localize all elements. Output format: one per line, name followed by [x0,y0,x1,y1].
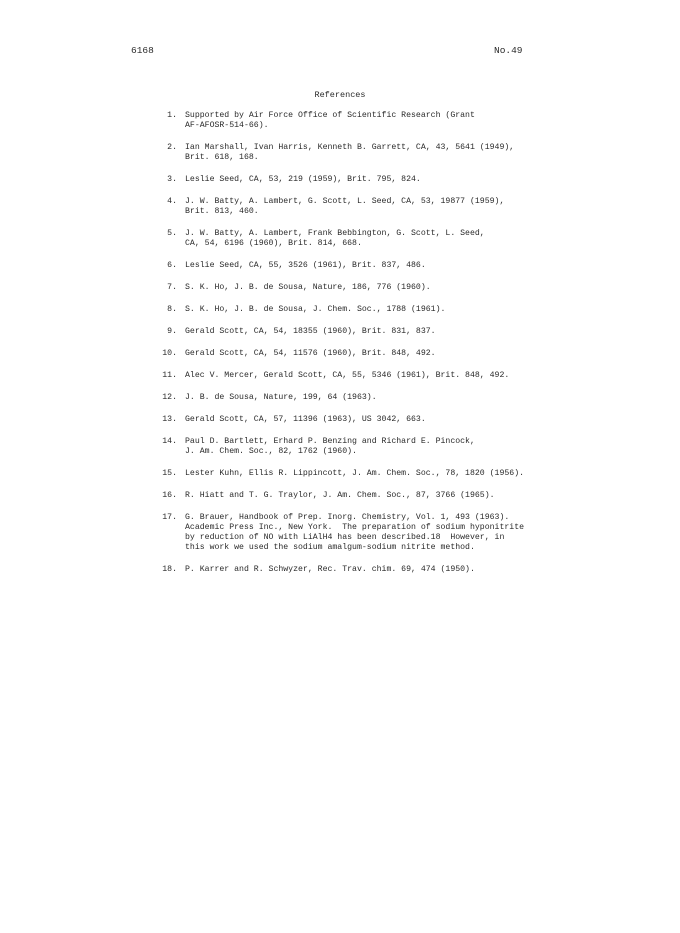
reference-line: Brit. 813, 460. [185,207,259,216]
reference-text [185,175,565,185]
reference-number: 3. [167,175,177,184]
reference-number: 12. [162,393,177,402]
reference-list [145,111,565,587]
reference-item [145,305,565,315]
reference-item [145,111,565,131]
reference-text [185,437,565,457]
reference-number: 15. [162,469,177,478]
reference-text [185,415,565,425]
reference-item [145,197,565,217]
reference-item [145,415,565,425]
reference-item [145,229,565,249]
reference-number: 8. [167,305,177,314]
reference-text [185,197,565,217]
reference-line: Gerald Scott, CA, 57, 11396 (1963), US 3042, 663. [185,415,426,424]
reference-number: 18. [162,565,177,574]
reference-line: S. K. Ho, J. B. de Sousa, J. Chem. Soc., 1788 (1961). [185,305,446,314]
reference-number: 11. [162,371,177,380]
reference-line: this work we used the sodium amalgum-sodium nitrite method. [185,543,475,552]
reference-number: 7. [167,283,177,292]
reference-text [185,143,565,163]
reference-item [145,327,565,337]
reference-number: 4. [167,197,177,206]
reference-line: Gerald Scott, CA, 54, 18355 (1960), Brit. 831, 837. [185,327,436,336]
reference-line: Lester Kuhn, Ellis R. Lippincott, J. Am. Chem. Soc., 78, 1820 (1956). [185,469,525,478]
reference-text [185,513,565,553]
reference-line: Ian Marshall, Ivan Harris, Kenneth B. Garrett, CA, 43, 5641 (1949), [185,143,515,152]
reference-line: G. Brauer, Handbook of Prep. Inorg. Chemistry, Vol. 1, 493 (1963). [185,513,510,522]
reference-item [145,261,565,271]
reference-number: 1. [167,111,177,120]
reference-number: 14. [162,437,177,446]
reference-item [145,175,565,185]
reference-number: 2. [167,143,177,152]
reference-number: 17. [162,513,177,522]
reference-item [145,513,565,553]
reference-number: 5. [167,229,177,238]
reference-item [145,437,565,457]
reference-text [185,349,565,359]
reference-line: Supported by Air Force Office of Scientific Research (Grant [185,111,475,120]
reference-item [145,283,565,293]
reference-item [145,371,565,381]
reference-text [185,491,565,501]
reference-line: CA, 54, 6196 (1960), Brit. 814, 668. [185,239,362,248]
reference-text [185,111,565,131]
references-title: References [314,90,366,100]
reference-text [185,565,565,575]
reference-line: P. Karrer and R. Schwyzer, Rec. Trav. chim. 69, 474 (1950). [185,565,475,574]
reference-text [185,283,565,293]
page-number: 6168 [131,45,154,56]
reference-number: 16. [162,491,177,500]
reference-text [185,327,565,337]
reference-line: R. Hiatt and T. G. Traylor, J. Am. Chem. Soc., 87, 3766 (1965). [185,491,495,500]
reference-text [185,371,565,381]
reference-text [185,305,565,315]
reference-text [185,229,565,249]
reference-number: 6. [167,261,177,270]
reference-number: 10. [162,349,177,358]
reference-item [145,349,565,359]
reference-line: AF-AFOSR-514-66). [185,121,269,130]
reference-item [145,143,565,163]
reference-line: Brit. 618, 168. [185,153,259,162]
reference-line: J. B. de Sousa, Nature, 199, 64 (1963). [185,393,377,402]
reference-item [145,491,565,501]
reference-text [185,469,565,479]
reference-text [185,261,565,271]
reference-item [145,393,565,403]
reference-number: 13. [162,415,177,424]
reference-text [185,393,565,403]
reference-line: J. Am. Chem. Soc., 82, 1762 (1960). [185,447,357,456]
reference-item [145,469,565,479]
reference-line: by reduction of NO with LiAlH4 has been described.18 However, in [185,533,505,542]
reference-line: Leslie Seed, CA, 53, 219 (1959), Brit. 795, 824. [185,175,421,184]
reference-line: S. K. Ho, J. B. de Sousa, Nature, 186, 776 (1960). [185,283,431,292]
reference-line: Gerald Scott, CA, 54, 11576 (1960), Brit. 848, 492. [185,349,436,358]
reference-line: Leslie Seed, CA, 55, 3526 (1961), Brit. 837, 486. [185,261,426,270]
journal-issue: No.49 [494,45,523,56]
reference-line: Academic Press Inc., New York. The preparation of sodium hyponitrite [185,523,525,532]
reference-line: J. W. Batty, A. Lambert, Frank Bebbington, G. Scott, L. Seed, [185,229,485,238]
reference-line: Alec V. Mercer, Gerald Scott, CA, 55, 5346 (1961), Brit. 848, 492. [185,371,510,380]
reference-item [145,565,565,575]
reference-number: 9. [167,327,177,336]
reference-line: Paul D. Bartlett, Erhard P. Benzing and Richard E. Pincock, [185,437,475,446]
reference-line: J. W. Batty, A. Lambert, G. Scott, L. Seed, CA, 53, 19877 (1959), [185,197,505,206]
